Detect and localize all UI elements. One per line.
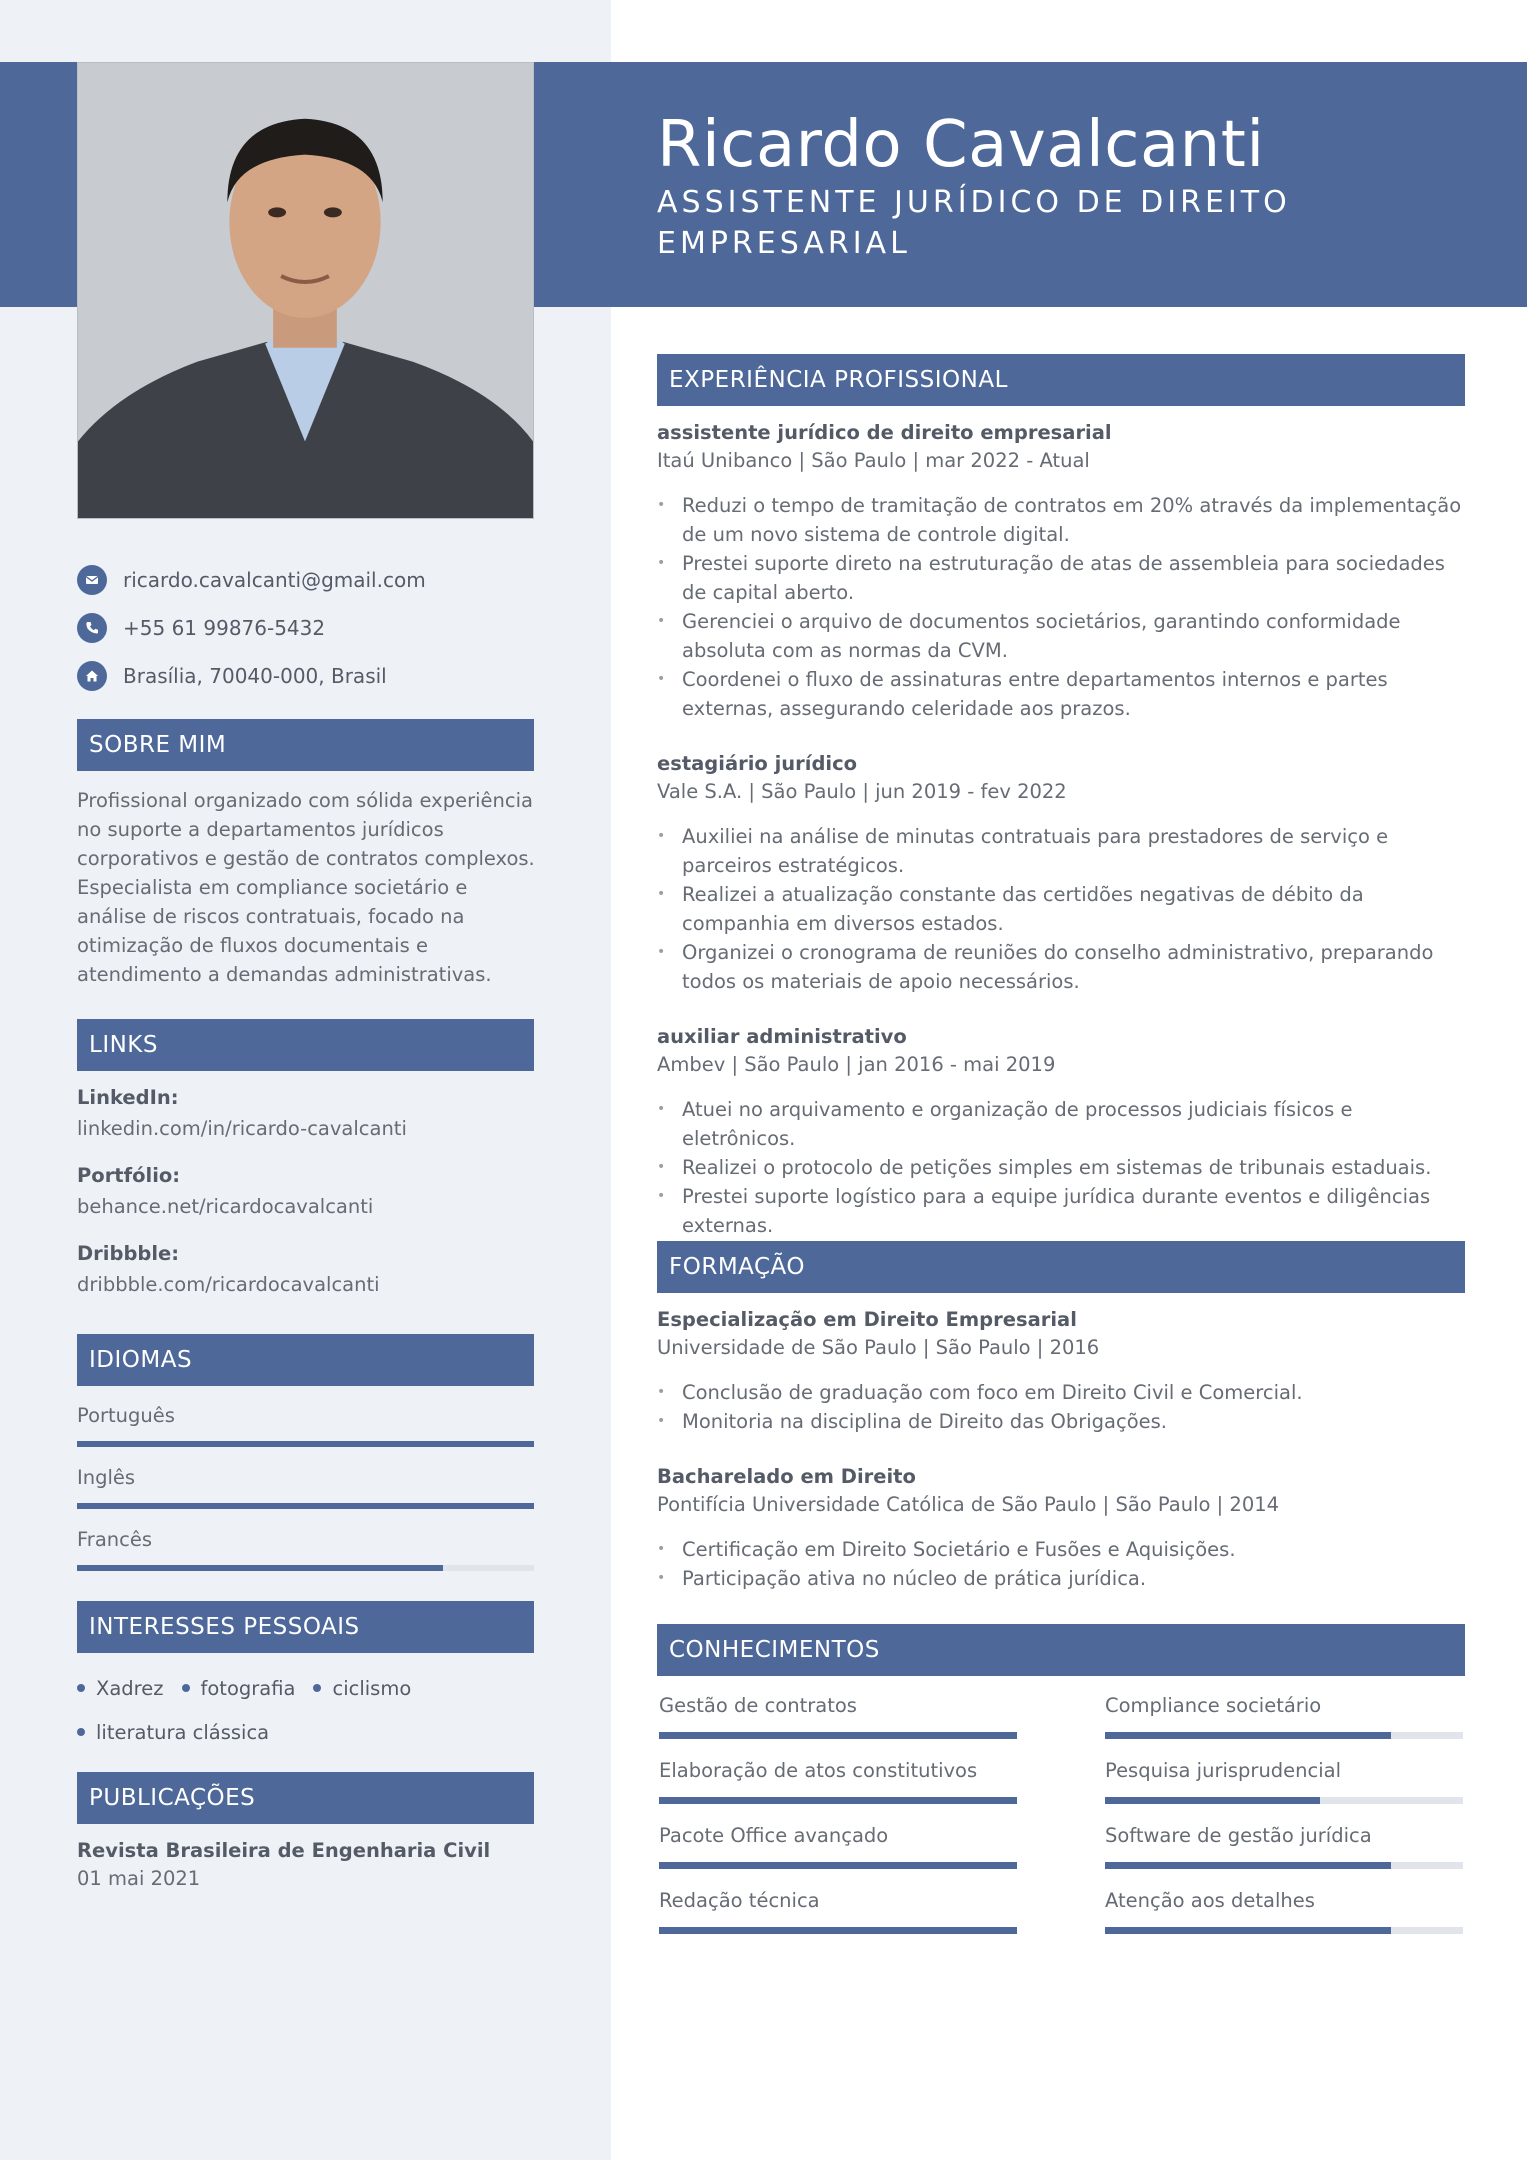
education-institution: Pontifícia Universidade Católica de São Paulo | São Paulo | 2014 — [657, 1493, 1280, 1516]
skill-level-track — [1105, 1862, 1463, 1869]
experience-title: auxiliar administrativo — [657, 1025, 907, 1048]
experience-entry — [657, 750, 1467, 996]
education-bullets — [657, 1378, 1467, 1436]
skill-name: Pacote Office avançado — [659, 1824, 889, 1847]
experience-company: Itaú Unibanco | São Paulo | mar 2022 - Atual — [657, 449, 1090, 472]
interest-item — [182, 1677, 296, 1700]
contact-address-text: Brasília, 70040-000, Brasil — [123, 664, 387, 688]
skill-level-bar — [1105, 1862, 1391, 1869]
experience-company: Ambev | São Paulo | jan 2016 - mai 2019 — [657, 1053, 1056, 1076]
skill-level-track — [659, 1732, 1017, 1739]
skill-level-track — [659, 1862, 1017, 1869]
skill-name: Software de gestão jurídica — [1105, 1824, 1372, 1847]
skill-item — [657, 1690, 1017, 1755]
experience-bullets — [657, 822, 1467, 996]
language-list — [77, 1400, 534, 1586]
profile-photo — [77, 62, 534, 519]
experience-title: assistente jurídico de direito empresarial — [657, 421, 1112, 444]
list-item: • Gerenciei o arquivo de documentos societários, garantindo conformidade absoluta com as normas da CVM. — [657, 607, 1467, 665]
skill-level-track — [659, 1797, 1017, 1804]
publication-title: Revista Brasileira de Engenharia Civil — [77, 1839, 491, 1862]
link-label-portfolio: Portfólio: — [77, 1164, 181, 1187]
skill-item — [657, 1820, 1017, 1885]
link-label-dribbble: Dribbble: — [77, 1242, 180, 1265]
skill-level-bar — [659, 1862, 1017, 1869]
section-heading-about: SOBRE MIM — [77, 719, 534, 771]
language-level-bar — [77, 1503, 534, 1509]
link-linkedin[interactable]: linkedin.com/in/ricardo-cavalcanti — [77, 1117, 407, 1140]
interest-item — [77, 1677, 164, 1700]
skill-level-bar — [659, 1797, 1017, 1804]
contact-email — [77, 556, 537, 604]
skill-level-bar — [1105, 1927, 1391, 1934]
contact-address — [77, 652, 537, 700]
skill-name: Gestão de contratos — [659, 1694, 857, 1717]
education-entry — [657, 1463, 1467, 1593]
skill-level-track — [1105, 1927, 1463, 1934]
interest-row — [77, 1666, 537, 1710]
skill-item — [657, 1885, 1017, 1950]
publication-date: 01 mai 2021 — [77, 1867, 201, 1890]
skill-item — [1103, 1820, 1463, 1885]
bullet-dot-icon — [313, 1684, 321, 1692]
interest-label: fotografia — [200, 1676, 296, 1700]
contact-email-text[interactable]: ricardo.cavalcanti@gmail.com — [123, 568, 426, 592]
list-item: • Auxiliei na análise de minutas contratuais para prestadores de serviço e parceiros estratégicos. — [657, 822, 1467, 880]
job-title: ASSISTENTE JURÍDICO DE DIREITO EMPRESARIAL — [657, 185, 1291, 261]
education-degree: Especialização em Direito Empresarial — [657, 1308, 1077, 1331]
list-item: • Realizei a atualização constante das certidões negativas de débito da companhia em diversos estados. — [657, 880, 1467, 938]
list-item: • Realizei o protocolo de petições simples em sistemas de tribunais estaduais. — [657, 1153, 1467, 1182]
publication-item — [77, 1837, 537, 1893]
section-heading-skills: CONHECIMENTOS — [657, 1624, 1465, 1676]
language-level-track — [77, 1441, 534, 1447]
skill-level-bar — [659, 1732, 1017, 1739]
contact-phone — [77, 604, 537, 652]
list-item: • Conclusão de graduação com foco em Direito Civil e Comercial. — [657, 1378, 1467, 1407]
skill-level-bar — [1105, 1797, 1320, 1804]
bullet-dot-icon — [77, 1728, 85, 1736]
about-text: Profissional organizado com sólida experiência no suporte a departamentos jurídicos corporativos e gestão de contratos complexos. Especialista em compliance societário e análise de riscos contratuais, focado na otimização de fluxos documentais e atendimento a demandas administrativas. — [77, 789, 535, 986]
skill-item — [657, 1755, 1017, 1820]
experience-company: Vale S.A. | São Paulo | jun 2019 - fev 2022 — [657, 780, 1067, 803]
section-heading-interests: INTERESSES PESSOAIS — [77, 1601, 534, 1653]
list-item: • Reduzi o tempo de tramitação de contratos em 20% através da implementação de um novo sistema de controle digital. — [657, 491, 1467, 549]
bullet-dot-icon — [77, 1684, 85, 1692]
language-name: Inglês — [77, 1466, 136, 1489]
skill-item — [1103, 1690, 1463, 1755]
link-portfolio[interactable]: behance.net/ricardocavalcanti — [77, 1195, 374, 1218]
language-level-bar — [77, 1565, 443, 1571]
candidate-name: Ricardo Cavalcanti — [657, 108, 1265, 182]
education-entry — [657, 1306, 1467, 1436]
interests-list — [77, 1666, 537, 1754]
list-item: • Organizei o cronograma de reuniões do conselho administrativo, preparando todos os materiais de apoio necessários. — [657, 938, 1467, 996]
skill-name: Compliance societário — [1105, 1694, 1322, 1717]
interest-label: Xadrez — [96, 1676, 164, 1700]
language-level-track — [77, 1503, 534, 1509]
section-heading-languages: IDIOMAS — [77, 1334, 534, 1386]
links-list — [77, 1082, 537, 1316]
language-item — [77, 1400, 534, 1462]
link-dribbble[interactable]: dribbble.com/ricardocavalcanti — [77, 1273, 380, 1296]
interest-item — [313, 1677, 411, 1700]
list-item: • Coordenei o fluxo de assinaturas entre departamentos internos e partes externas, assegurando celeridade aos prazos. — [657, 665, 1467, 723]
language-name: Português — [77, 1404, 175, 1427]
education-institution: Universidade de São Paulo | São Paulo | 2016 — [657, 1336, 1100, 1359]
phone-icon — [77, 613, 107, 643]
contact-list — [77, 556, 537, 700]
interest-row — [77, 1710, 537, 1754]
skill-item — [1103, 1885, 1463, 1950]
section-heading-education: FORMAÇÃO — [657, 1241, 1465, 1293]
list-item: • Atuei no arquivamento e organização de processos judiciais físicos e eletrônicos. — [657, 1095, 1467, 1153]
skill-level-track — [659, 1927, 1017, 1934]
language-level-bar — [77, 1441, 534, 1447]
experience-title: estagiário jurídico — [657, 752, 858, 775]
experience-entry — [657, 1023, 1467, 1240]
language-level-track — [77, 1565, 534, 1571]
list-item: • Participação ativa no núcleo de prática jurídica. — [657, 1564, 1467, 1593]
list-item: • Prestei suporte direto na estruturação de atas de assembleia para sociedades de capital aberto. — [657, 549, 1467, 607]
list-item: • Certificação em Direito Societário e Fusões e Aquisições. — [657, 1535, 1467, 1564]
skill-item — [1103, 1755, 1463, 1820]
language-item — [77, 1462, 534, 1524]
experience-bullets — [657, 491, 1467, 723]
section-heading-experience: EXPERIÊNCIA PROFISSIONAL — [657, 354, 1465, 406]
skill-name: Pesquisa jurisprudencial — [1105, 1759, 1342, 1782]
language-item — [77, 1524, 534, 1586]
interest-label: literatura clássica — [96, 1720, 270, 1744]
list-item: • Monitoria na disciplina de Direito das Obrigações. — [657, 1407, 1467, 1436]
skill-level-bar — [659, 1927, 1017, 1934]
skill-level-bar — [1105, 1732, 1391, 1739]
skill-name: Redação técnica — [659, 1889, 820, 1912]
home-icon — [77, 661, 107, 691]
skill-name: Atenção aos detalhes — [1105, 1889, 1315, 1912]
skill-name: Elaboração de atos constitutivos — [659, 1759, 978, 1782]
bullet-dot-icon — [182, 1684, 190, 1692]
skill-level-track — [1105, 1797, 1463, 1804]
interest-item — [77, 1721, 269, 1744]
education-degree: Bacharelado em Direito — [657, 1465, 916, 1488]
section-heading-links: LINKS — [77, 1019, 534, 1071]
contact-phone-text[interactable]: +55 61 99876-5432 — [123, 616, 326, 640]
interest-label: ciclismo — [332, 1676, 412, 1700]
skill-level-track — [1105, 1732, 1463, 1739]
experience-bullets — [657, 1095, 1467, 1240]
list-item: • Prestei suporte logístico para a equipe jurídica durante eventos e diligências externas. — [657, 1182, 1467, 1240]
email-icon — [77, 565, 107, 595]
experience-entry — [657, 419, 1467, 723]
link-label-linkedin: LinkedIn: — [77, 1086, 179, 1109]
education-bullets — [657, 1535, 1467, 1593]
section-heading-publications: PUBLICAÇÕES — [77, 1772, 534, 1824]
language-name: Francês — [77, 1528, 153, 1551]
